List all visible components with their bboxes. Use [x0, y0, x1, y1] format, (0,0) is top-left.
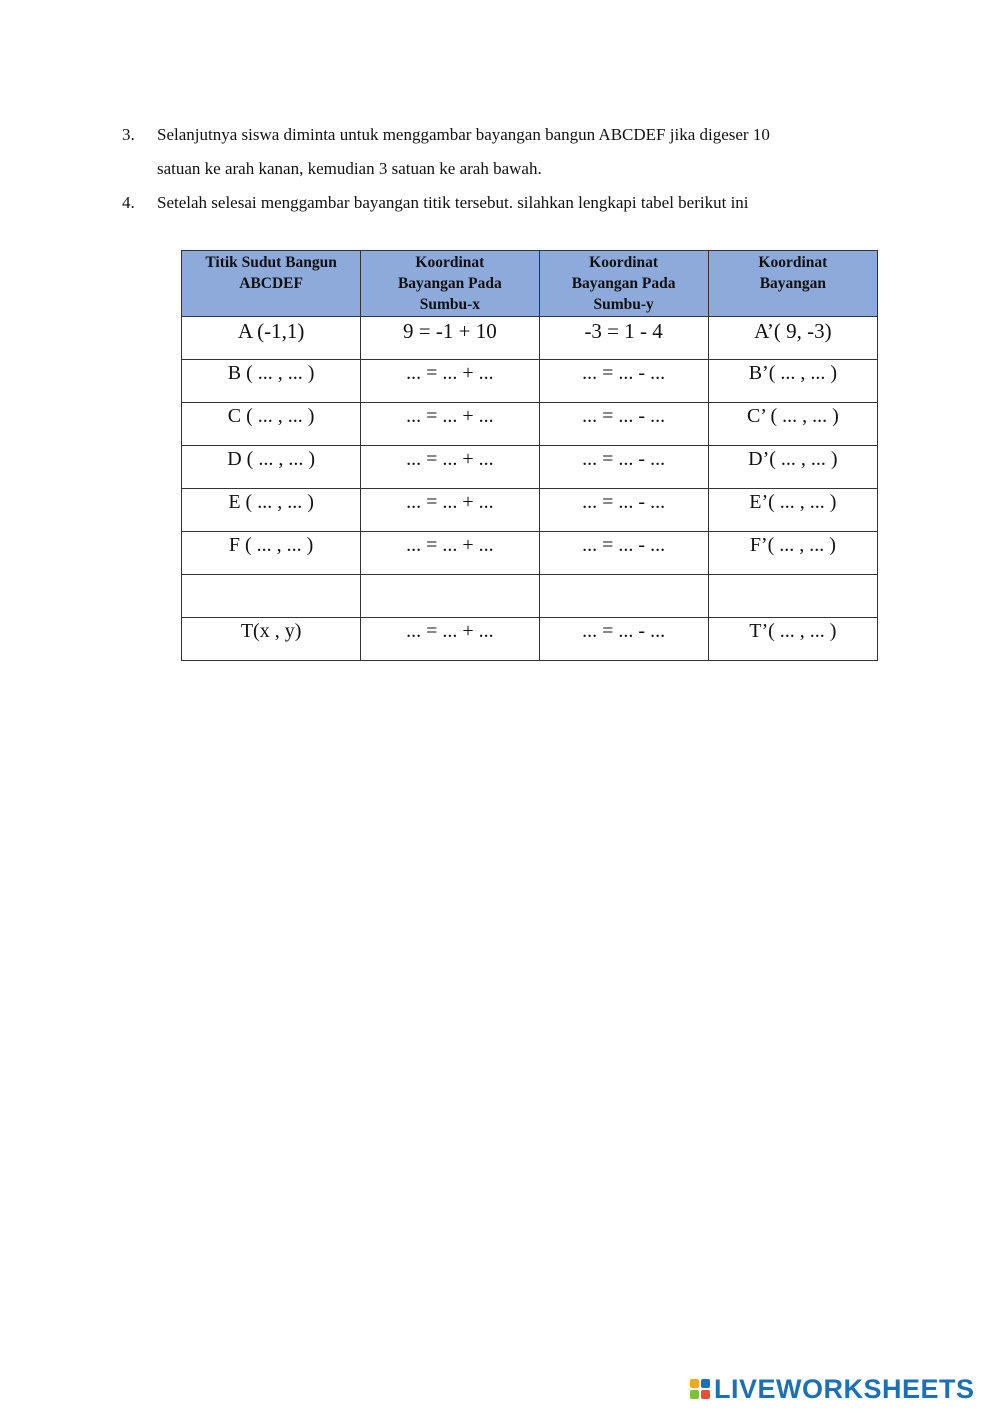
y-image-cell[interactable]: ... = ... - ... — [539, 489, 708, 532]
x-image-cell[interactable]: ... = ... + ... — [361, 446, 539, 489]
image-coordinate-cell: A’( 9, -3) — [708, 317, 877, 360]
logo-square — [690, 1379, 699, 1388]
header-vertex — [182, 251, 361, 317]
vertex-cell: A (-1,1) — [182, 317, 361, 360]
y-image-cell[interactable]: ... = ... - ... — [539, 618, 708, 661]
instructions — [122, 118, 902, 220]
header-line: Bayangan — [759, 275, 827, 292]
image-coordinate-cell[interactable]: D’( ... , ... ) — [708, 446, 877, 489]
header-line: Sumbu-x — [419, 296, 481, 313]
instruction-text — [157, 186, 902, 220]
image-coordinate-cell[interactable]: F’( ... , ... ) — [708, 532, 877, 575]
instruction-number: 4. — [122, 193, 135, 212]
header-x-coordinate — [361, 251, 539, 317]
liveworksheets-brand — [690, 1374, 975, 1404]
y-image-cell[interactable]: ... = ... - ... — [539, 403, 708, 446]
vertex-cell[interactable]: F ( ... , ... ) — [182, 532, 361, 575]
table-row — [182, 489, 878, 532]
y-image-cell[interactable]: ... = ... - ... — [539, 360, 708, 403]
x-image-cell[interactable]: ... = ... + ... — [361, 360, 539, 403]
header-y-coordinate — [539, 251, 708, 317]
instruction-text — [157, 118, 902, 186]
y-image-cell[interactable]: ... = ... - ... — [539, 532, 708, 575]
logo-square — [701, 1379, 710, 1388]
x-image-cell[interactable]: ... = ... + ... — [361, 403, 539, 446]
empty-cell — [539, 575, 708, 618]
liveworksheets-logo-icon — [690, 1379, 710, 1399]
table-row-empty — [182, 575, 878, 618]
instruction-line: Setelah selesai menggambar bayangan titik tersebut. silahkan lengkapi tabel berikut ini — [157, 193, 749, 212]
image-coordinate-cell[interactable]: T’( ... , ... ) — [708, 618, 877, 661]
vertex-cell[interactable]: D ( ... , ... ) — [182, 446, 361, 489]
x-image-cell[interactable]: ... = ... + ... — [361, 618, 539, 661]
empty-cell — [708, 575, 877, 618]
y-image-cell[interactable]: ... = ... - ... — [539, 446, 708, 489]
x-image-cell: 9 = -1 + 10 — [361, 317, 539, 360]
table-row — [182, 532, 878, 575]
y-image-cell: -3 = 1 - 4 — [539, 317, 708, 360]
brand-text: LIVEWORKSHEETS — [714, 1373, 975, 1404]
empty-cell — [182, 575, 361, 618]
x-image-cell[interactable]: ... = ... + ... — [361, 489, 539, 532]
header-line: Sumbu-y — [593, 296, 654, 313]
vertex-cell[interactable]: E ( ... , ... ) — [182, 489, 361, 532]
instruction-item-3 — [122, 118, 902, 186]
header-image-coordinate — [708, 251, 877, 317]
instruction-line: satuan ke arah kanan, kemudian 3 satuan ke arah bawah. — [157, 159, 542, 178]
table-row — [182, 317, 878, 360]
logo-square — [701, 1390, 710, 1399]
instruction-line: Selanjutnya siswa diminta untuk menggambar bayangan bangun ABCDEF jika digeser 10 — [157, 125, 770, 144]
vertex-cell[interactable]: B ( ... , ... ) — [182, 360, 361, 403]
header-line: ABCDEF — [239, 275, 303, 292]
table-row — [182, 403, 878, 446]
coordinate-table — [181, 250, 878, 661]
vertex-cell: T(x , y) — [182, 618, 361, 661]
logo-square — [690, 1390, 699, 1399]
instruction-number: 3. — [122, 125, 135, 144]
table-row — [182, 360, 878, 403]
table-row — [182, 446, 878, 489]
header-line: Bayangan Pada — [571, 275, 676, 292]
empty-cell — [361, 575, 539, 618]
x-image-cell[interactable]: ... = ... + ... — [361, 532, 539, 575]
image-coordinate-cell[interactable]: C’ ( ... , ... ) — [708, 403, 877, 446]
header-line: Koordinat — [758, 254, 828, 271]
header-line: Bayangan Pada — [397, 275, 502, 292]
header-line: Titik Sudut Bangun — [205, 254, 337, 271]
header-line: Koordinat — [589, 254, 659, 271]
vertex-cell[interactable]: C ( ... , ... ) — [182, 403, 361, 446]
table-row — [182, 618, 878, 661]
header-line: Koordinat — [415, 254, 485, 271]
image-coordinate-cell[interactable]: B’( ... , ... ) — [708, 360, 877, 403]
instruction-item-4 — [122, 186, 902, 220]
image-coordinate-cell[interactable]: E’( ... , ... ) — [708, 489, 877, 532]
table-header-row — [182, 251, 878, 317]
